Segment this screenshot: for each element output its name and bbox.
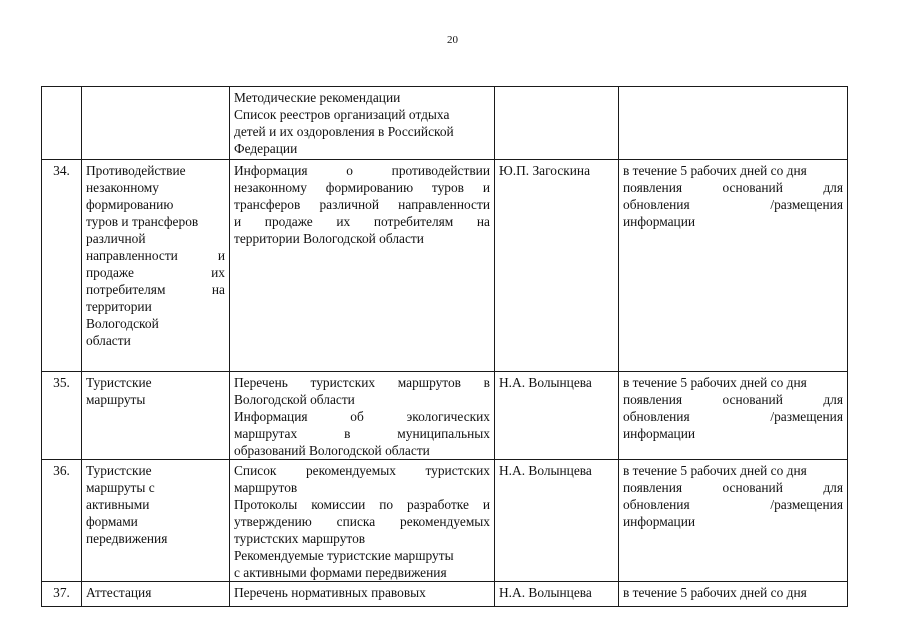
documents-cell-line: маршрутах в муниципальных	[234, 426, 490, 441]
responsible-cell	[495, 460, 619, 582]
table-body	[42, 87, 848, 607]
topic-cell-line: незаконному	[86, 180, 159, 195]
term-cell-line: обновления /размещения	[623, 497, 843, 512]
documents-cell-line: маршрутов	[234, 480, 298, 495]
row-number-cell	[42, 87, 82, 160]
term-cell-line: в течение 5 рабочих дней со дня	[623, 163, 807, 178]
documents-cell	[230, 160, 495, 372]
term-cell-line: обновления /размещения	[623, 197, 843, 212]
topic-cell-line: различной	[86, 231, 146, 246]
topic-cell-line: Аттестация	[86, 585, 152, 600]
row-number-cell	[42, 160, 82, 372]
responsible-cell	[495, 160, 619, 372]
topic-cell-line: территории	[86, 299, 152, 314]
term-cell-line: в течение 5 рабочих дней со дня	[623, 375, 807, 390]
documents-cell-line: Методические рекомендации	[234, 90, 401, 105]
documents-cell-line: утверждению списка рекомендуемых	[234, 514, 490, 529]
responsible-cell-line: Н.А. Волынцева	[499, 585, 592, 600]
term-cell	[619, 372, 848, 460]
topic-cell-line: активными	[86, 497, 150, 512]
documents-cell-line: незаконному формированию туров и	[234, 180, 490, 195]
documents-cell-line: Перечень нормативных правовых	[234, 585, 426, 600]
term-cell-line: информации	[623, 214, 696, 229]
documents-cell-line: образований Вологодской области	[234, 443, 430, 458]
table-row	[42, 87, 848, 160]
documents-cell	[230, 582, 495, 607]
documents-cell-line: Список реестров организаций отдыха	[234, 107, 450, 122]
term-cell-line: обновления /размещения	[623, 409, 843, 424]
row-number-cell-line: 34.	[53, 163, 70, 178]
term-cell-line: информации	[623, 514, 696, 529]
row-number-cell	[42, 372, 82, 460]
topic-cell-line: маршруты	[86, 392, 146, 407]
term-cell-line: появления оснований для	[623, 392, 843, 407]
term-cell	[619, 582, 848, 607]
topic-cell-line: области	[86, 333, 131, 348]
responsible-cell-line: Н.А. Волынцева	[499, 463, 592, 478]
documents-cell-line: Список рекомендуемых туристских	[234, 463, 490, 478]
row-number-cell-line: 36.	[53, 463, 70, 478]
documents-cell-line: территории Вологодской области	[234, 231, 424, 246]
responsible-cell-line: Ю.П. Загоскина	[499, 163, 591, 178]
topic-cell-line: передвижения	[86, 531, 168, 546]
term-cell	[619, 460, 848, 582]
documents-cell-line: Вологодской области	[234, 392, 355, 407]
topic-cell	[82, 372, 230, 460]
topic-cell-line: потребителям на	[86, 282, 225, 297]
topic-cell-line: Туристские	[86, 375, 152, 390]
topic-cell	[82, 160, 230, 372]
topic-cell	[82, 460, 230, 582]
documents-cell-line: Перечень туристских маршрутов в	[234, 375, 490, 390]
topic-cell-line: Противодействие	[86, 163, 186, 178]
documents-cell-line: Информация о противодействии	[234, 163, 490, 178]
page-number: 20	[447, 34, 458, 46]
term-cell	[619, 160, 848, 372]
documents-cell-line: трансферов различной направленности	[234, 197, 490, 212]
documents-cell-line: туристских маршрутов	[234, 531, 366, 546]
responsible-cell	[495, 87, 619, 160]
documents-cell	[230, 460, 495, 582]
documents-cell	[230, 372, 495, 460]
plan-table	[41, 86, 848, 607]
row-number-cell	[42, 460, 82, 582]
table-row	[42, 160, 848, 372]
topic-cell-line: формами	[86, 514, 138, 529]
responsible-cell-line: Н.А. Волынцева	[499, 375, 592, 390]
topic-cell	[82, 87, 230, 160]
documents-cell-line: Рекомендуемые туристские маршруты	[234, 548, 454, 563]
responsible-cell	[495, 372, 619, 460]
topic-cell-line: туров и трансферов	[86, 214, 199, 229]
term-cell-line: появления оснований для	[623, 180, 843, 195]
topic-cell-line: формированию	[86, 197, 174, 212]
documents-cell-line: и продаже их потребителям на	[234, 214, 490, 229]
documents-cell-line: детей и их оздоровления в Российской	[234, 124, 454, 139]
term-cell-line: информации	[623, 426, 696, 441]
row-number-cell-line: 35.	[53, 375, 70, 390]
responsible-cell	[495, 582, 619, 607]
topic-cell-line: направленности и	[86, 248, 225, 263]
documents-cell-line: Федерации	[234, 141, 298, 156]
table-row	[42, 372, 848, 460]
term-cell-line: появления оснований для	[623, 480, 843, 495]
term-cell-line: в течение 5 рабочих дней со дня	[623, 463, 807, 478]
documents-cell	[230, 87, 495, 160]
topic-cell	[82, 582, 230, 607]
row-number-cell	[42, 582, 82, 607]
topic-cell-line: Туристские	[86, 463, 152, 478]
topic-cell-line: Вологодской	[86, 316, 159, 331]
table-row	[42, 582, 848, 607]
topic-cell-line: продаже их	[86, 265, 225, 280]
topic-cell-line: маршруты с	[86, 480, 155, 495]
documents-cell-line: Протоколы комиссии по разработке и	[234, 497, 490, 512]
documents-cell-line: Информация об экологических	[234, 409, 490, 424]
row-number-cell-line: 37.	[53, 585, 70, 600]
term-cell-line: в течение 5 рабочих дней со дня	[623, 585, 807, 600]
term-cell	[619, 87, 848, 160]
table-row	[42, 460, 848, 582]
documents-cell-line: с активными формами передвижения	[234, 565, 447, 580]
